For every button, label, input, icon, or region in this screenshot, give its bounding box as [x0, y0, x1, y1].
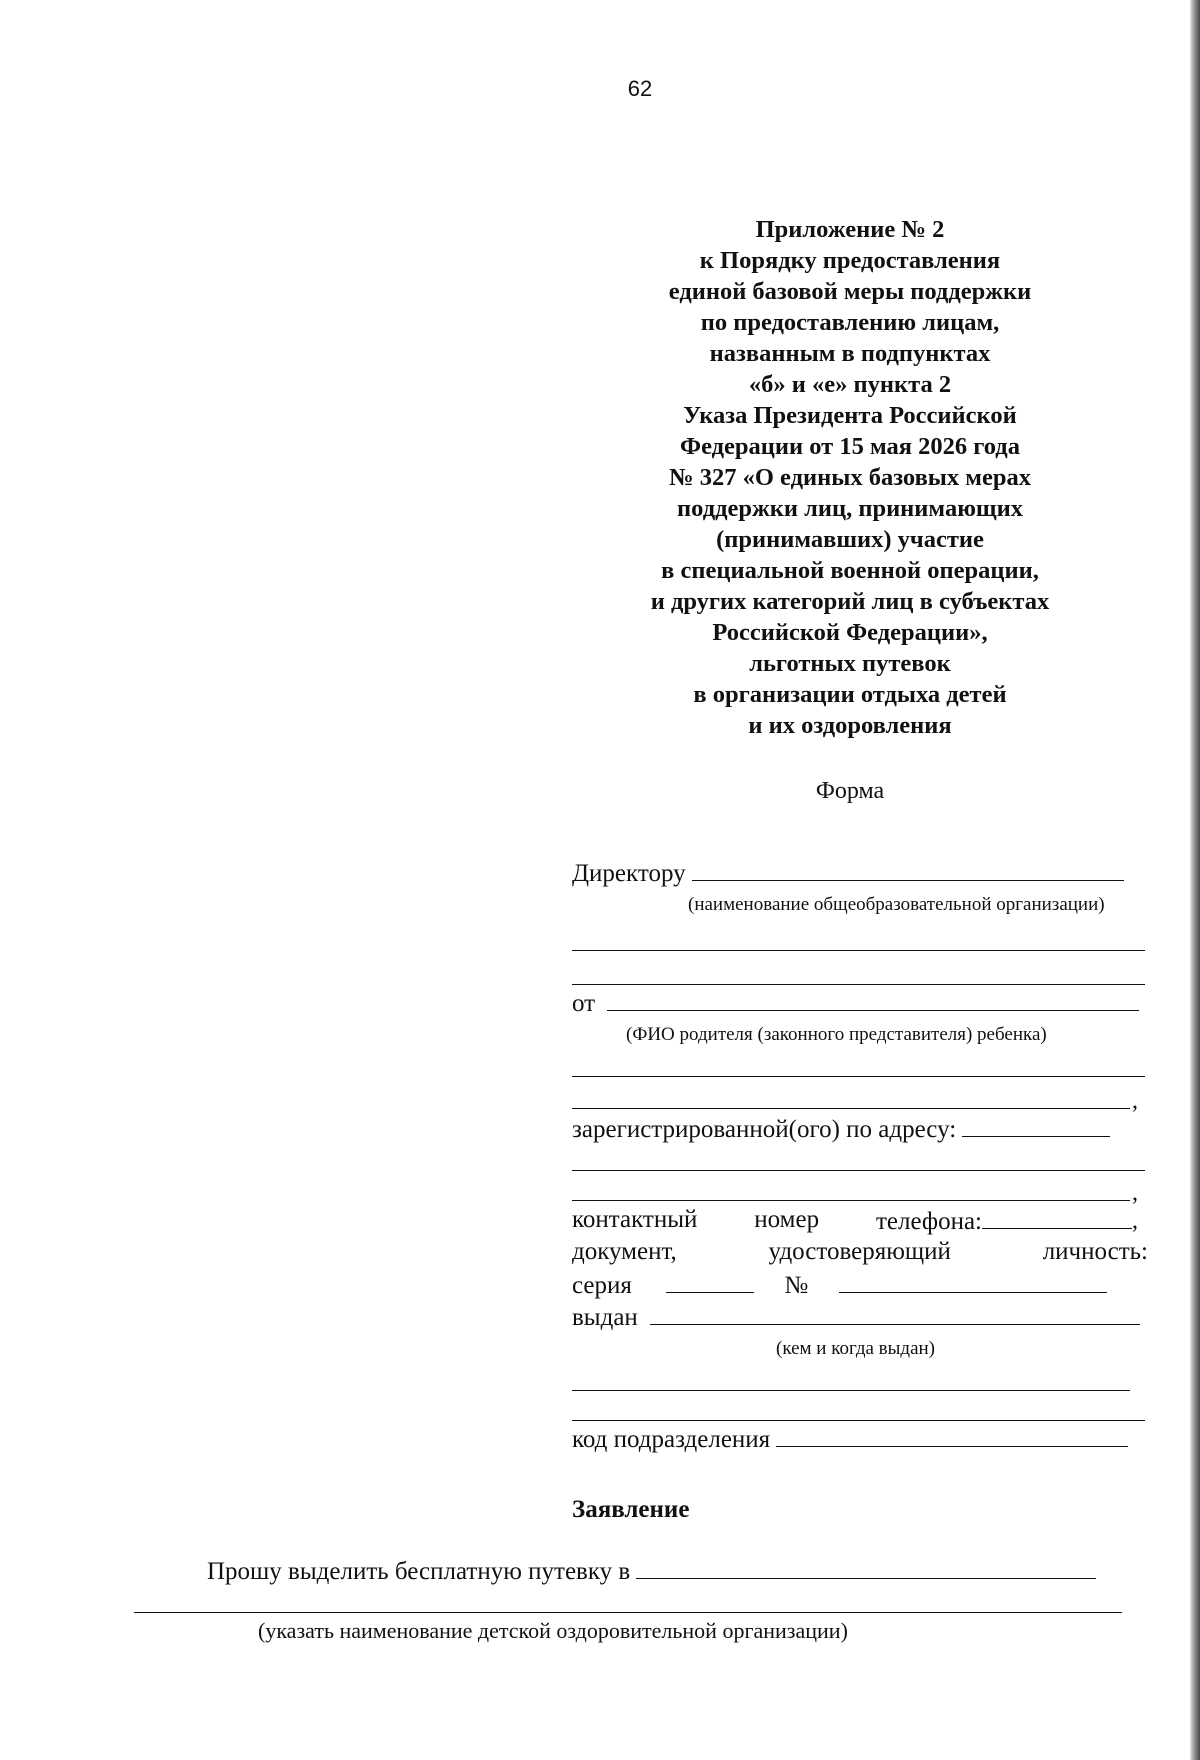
appendix-line: по предоставлению лицам, [700, 309, 1000, 336]
appendix-line: Российской Федерации», [712, 619, 988, 646]
appendix-line: и их оздоровления [748, 712, 952, 739]
director-hint: (наименование общеобразовательной организации) [688, 894, 1105, 915]
from-row [572, 986, 1148, 1019]
director-row [572, 856, 1148, 889]
from-continuation-line[interactable] [572, 1108, 1130, 1109]
form-label: Форма [815, 778, 885, 804]
address-field[interactable] [962, 1112, 1110, 1137]
comma: , [1132, 1088, 1138, 1114]
series-field[interactable] [666, 1268, 754, 1293]
request-hint: (указать наименование детской оздоровительной организации) [258, 1618, 848, 1643]
subdivision-label: код подразделения [572, 1426, 771, 1453]
request-row [207, 1556, 1096, 1586]
director-continuation-line[interactable] [572, 984, 1145, 985]
issued-hint: (кем и когда выдан) [776, 1338, 936, 1359]
issued-field[interactable] [650, 1300, 1140, 1325]
director-field[interactable] [692, 856, 1124, 881]
appendix-line: «б» и «е» пункта 2 [748, 371, 952, 398]
director-label: Директору [572, 860, 686, 887]
issued-continuation-line[interactable] [572, 1390, 1130, 1391]
appendix-line: льготных путевок [749, 650, 951, 677]
subdivision-row [572, 1422, 1148, 1455]
request-continuation-line[interactable] [134, 1612, 1122, 1613]
comma: , [1132, 1208, 1138, 1234]
number-field[interactable] [839, 1268, 1107, 1293]
statement-title: Заявление [572, 1496, 690, 1523]
appendix-line: № 327 «О единых базовых мерах [669, 464, 1031, 491]
from-field[interactable] [607, 986, 1139, 1011]
appendix-line: Федерации от 15 мая 2026 года [680, 433, 1020, 460]
phone-field[interactable] [982, 1206, 1132, 1229]
document-word: личность: [1042, 1238, 1148, 1265]
phone-word: номер [754, 1206, 820, 1233]
issued-label: выдан [572, 1304, 638, 1331]
director-continuation-line[interactable] [572, 950, 1145, 951]
phone-word: телефона: [875, 1208, 982, 1235]
page-edge-shadow [1190, 0, 1200, 1760]
issued-row [572, 1300, 1148, 1333]
subdivision-field[interactable] [776, 1422, 1128, 1447]
phone-word: контактный [572, 1206, 698, 1233]
from-continuation-line[interactable] [572, 1076, 1145, 1077]
appendix-line: в специальной военной операции, [661, 557, 1039, 584]
appendix-line: Приложение № 2 [755, 216, 945, 243]
series-row [572, 1268, 1148, 1301]
appendix-line: к Порядку предоставления [699, 247, 1001, 274]
address-continuation-line[interactable] [572, 1170, 1145, 1171]
request-field[interactable] [636, 1556, 1096, 1579]
issued-continuation-line[interactable] [572, 1420, 1145, 1421]
document-word: удостоверяющий [768, 1238, 951, 1265]
from-hint: (ФИО родителя (законного представителя) ребенка) [626, 1024, 1047, 1045]
appendix-line: Указа Президента Российской [683, 402, 1017, 429]
appendix-line: названным в подпунктах [709, 340, 991, 367]
document-row [572, 1238, 1148, 1266]
series-label: серия [572, 1272, 632, 1299]
document-word: документ, [572, 1238, 677, 1265]
address-row [572, 1112, 1148, 1145]
request-text: Прошу выделить бесплатную путевку в [207, 1558, 631, 1585]
from-label: от [572, 990, 596, 1017]
phone-row [572, 1206, 1132, 1236]
comma: , [1132, 1180, 1138, 1206]
appendix-header [610, 214, 1090, 741]
appendix-line: в организации отдыха детей [693, 681, 1007, 708]
appendix-line: и других категорий лиц в субъектах [650, 588, 1050, 615]
address-continuation-line[interactable] [572, 1200, 1130, 1201]
address-label: зарегистрированной(ого) по адресу: [572, 1116, 957, 1143]
appendix-line: (принимавших) участие [716, 526, 984, 553]
appendix-line: поддержки лиц, принимающих [677, 495, 1023, 522]
page-number: 62 [627, 76, 653, 101]
appendix-line: единой базовой меры поддержки [668, 278, 1032, 305]
number-label: № [784, 1272, 809, 1299]
